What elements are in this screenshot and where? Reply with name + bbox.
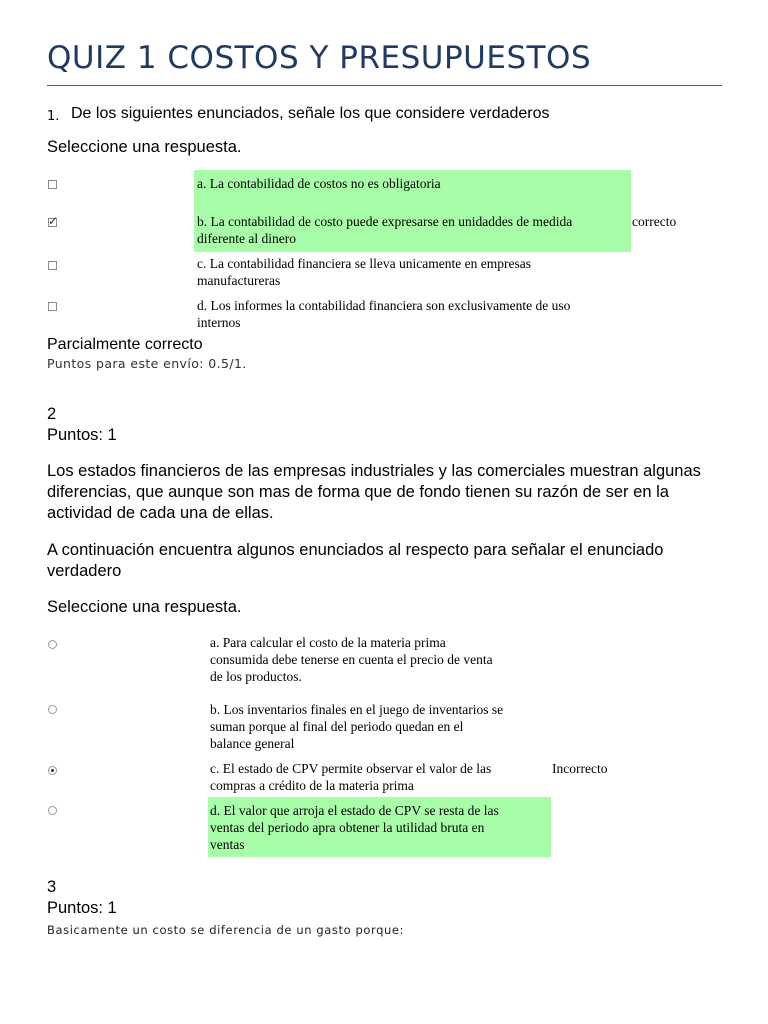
q3-number: 3: [47, 878, 57, 896]
q1-option-a-text: a. La contabilidad de costos no es obligatoria: [197, 176, 441, 191]
q1-option-b-line1: b. La contabilidad de costo puede expresarse en unidaddes de medida: [197, 214, 573, 229]
q2-option-a-line1: a. Para calcular el costo de la materia prima: [210, 635, 446, 650]
q2-option-b-line2: suman porque al final del periodo quedan en el: [210, 719, 464, 734]
checkmark-icon: ✓: [48, 214, 59, 228]
radio-selected-dot: [51, 769, 54, 772]
q1-option-c-checkbox[interactable]: [48, 261, 57, 270]
q2-option-d-line2: ventas del periodo apra obtener la utilidad bruta en: [210, 820, 485, 835]
q2-option-d-line3: ventas: [210, 837, 245, 852]
title-divider: [47, 85, 722, 86]
q1-option-d-line2: internos: [197, 315, 241, 330]
q2-option-c-line2: compras a crédito de la materia prima: [210, 778, 414, 793]
q1-prompt: De los siguientes enunciados, señale los que considere verdaderos: [71, 105, 550, 122]
q1-number: 1.: [47, 109, 60, 124]
q2-option-c-radio[interactable]: [48, 766, 57, 775]
q2-option-a-line2: consumida debe tenerse en cuenta el precio de venta: [210, 652, 493, 667]
q2-number: 2: [47, 405, 57, 423]
q3-prompt: Basicamente un costo se diferencia de un gasto porque:: [47, 923, 405, 937]
q2-option-c-feedback: Incorrecto: [552, 761, 608, 776]
q1-points: Puntos para este envío: 0.5/1.: [47, 356, 247, 371]
q1-option-c-line1: c. La contabilidad financiera se lleva unicamente en empresas: [197, 256, 531, 271]
q2-points: Puntos: 1: [47, 426, 117, 444]
q1-result: Parcialmente correcto: [47, 336, 203, 353]
q2-paragraph-2: A continuación encuentra algunos enunciados al respecto para señalar el enunciado verdadero: [47, 541, 664, 580]
q1-option-d-line1: d. Los informes la contabilidad financiera son exclusivamente de uso: [197, 298, 571, 313]
q2-option-c-line1: c. El estado de CPV permite observar el valor de las: [210, 761, 492, 776]
q2-option-b-line3: balance general: [210, 736, 295, 751]
q1-option-b-line2: diferente al dinero: [197, 231, 296, 246]
q2-option-b-line1: b. Los inventarios finales en el juego de inventarios se: [210, 702, 504, 717]
q1-option-d-checkbox[interactable]: [48, 302, 57, 311]
q1-select-label: Seleccione una respuesta.: [47, 138, 242, 156]
q2-select-label: Seleccione una respuesta.: [47, 598, 242, 616]
q2-paragraph-1: Los estados financieros de las empresas industriales y las comerciales muestran algunas diferencias, que aunque son mas de forma que de fondo tienen su razón de ser en la actividad de cada una de ellas.: [47, 462, 701, 522]
q1-option-b-checkbox[interactable]: [48, 214, 59, 228]
q3-points: Puntos: 1: [47, 899, 117, 917]
q1-option-b-feedback: correcto: [632, 214, 677, 229]
q2-option-a-radio[interactable]: [48, 640, 57, 649]
page-title: QUIZ 1 COSTOS Y PRESUPUESTOS: [47, 40, 592, 76]
q2-option-b-radio[interactable]: [48, 705, 57, 714]
q2-option-a-line3: de los productos.: [210, 669, 302, 684]
q1-option-a-checkbox[interactable]: [48, 180, 57, 189]
q2-option-d-radio[interactable]: [48, 806, 57, 815]
q2-option-d-line1: d. El valor que arroja el estado de CPV se resta de las: [210, 803, 499, 818]
q1-option-c-line2: manufactureras: [197, 273, 281, 288]
